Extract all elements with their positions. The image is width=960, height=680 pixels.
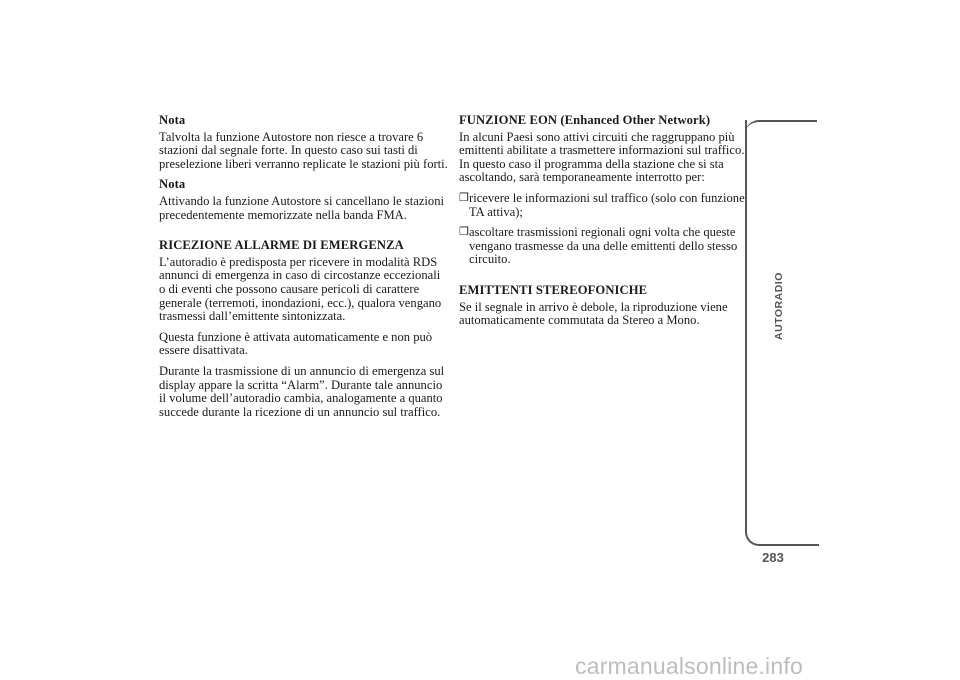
chapter-label: AUTORADIO: [773, 272, 785, 340]
note-heading: Nota: [159, 177, 186, 192]
list-item: [459, 226, 749, 267]
checkbox-bullet-icon: ❒: [459, 226, 469, 239]
note-heading: Nota: [159, 113, 186, 127]
right-column: [459, 114, 749, 335]
page-number: 283: [762, 550, 784, 565]
note-text: Talvolta la funzione Autostore non riesce a trovare 6 stazioni dal segnale forte. In questo caso sui tasti di preselezione liberi verranno replicate le stazioni più forti.: [159, 129, 448, 171]
section-heading-stereo: EMITTENTI STEREOFONICHE: [459, 282, 648, 297]
paragraph: In alcuni Paesi sono attivi circuiti che raggruppano più emittenti abilitate a trasmettere informazioni sul traffico. In questo caso il programma della stazione che si sta ascoltando, sarà temporaneamente interrotto per:: [459, 129, 745, 185]
list-item-text: ricevere le informazioni sul traffico (solo con funzione TA attiva);: [469, 190, 745, 219]
section-heading-emergency: RICEZIONE ALLARME DI EMERGENZA: [159, 238, 404, 253]
list-item: [459, 192, 749, 219]
paragraph: Questa funzione è attivata automaticamente e non può essere disattivata.: [159, 329, 433, 358]
checkbox-bullet-icon: ❒: [459, 191, 469, 204]
watermark: carmanualsonline.info: [575, 653, 803, 679]
paragraph: Se il segnale in arrivo è debole, la riproduzione viene automaticamente commutata da Stereo a Mono.: [459, 299, 728, 328]
section-heading-eon: FUNZIONE EON (Enhanced Other Network): [459, 113, 711, 127]
note-text: Attivando la funzione Autostore si cancellano le stazioni precedentemente memorizzate nella banda FMA.: [159, 193, 445, 222]
paragraph: Durante la trasmissione di un annuncio di emergenza sul display appare la scritta “Alarm”. Durante tale annuncio il volume dell’autoradio cambia, analogamente a quanto succede durante la ricezione di un annuncio sul traffico.: [159, 363, 445, 419]
list-item-text: ascoltare trasmissioni regionali ogni volta che queste vengano trasmesse da una delle emittenti dello stesso circuito.: [469, 225, 738, 267]
paragraph: L’autoradio è predisposta per ricevere in modalità RDS annunci di emergenza in caso di circostanze eccezionali o di eventi che possono causare pericoli di carattere generale (terremoti, inondazioni, ecc.), qualora vengano trasmessi dall’emittente sintonizzata.: [159, 254, 442, 324]
left-column: [159, 114, 449, 426]
